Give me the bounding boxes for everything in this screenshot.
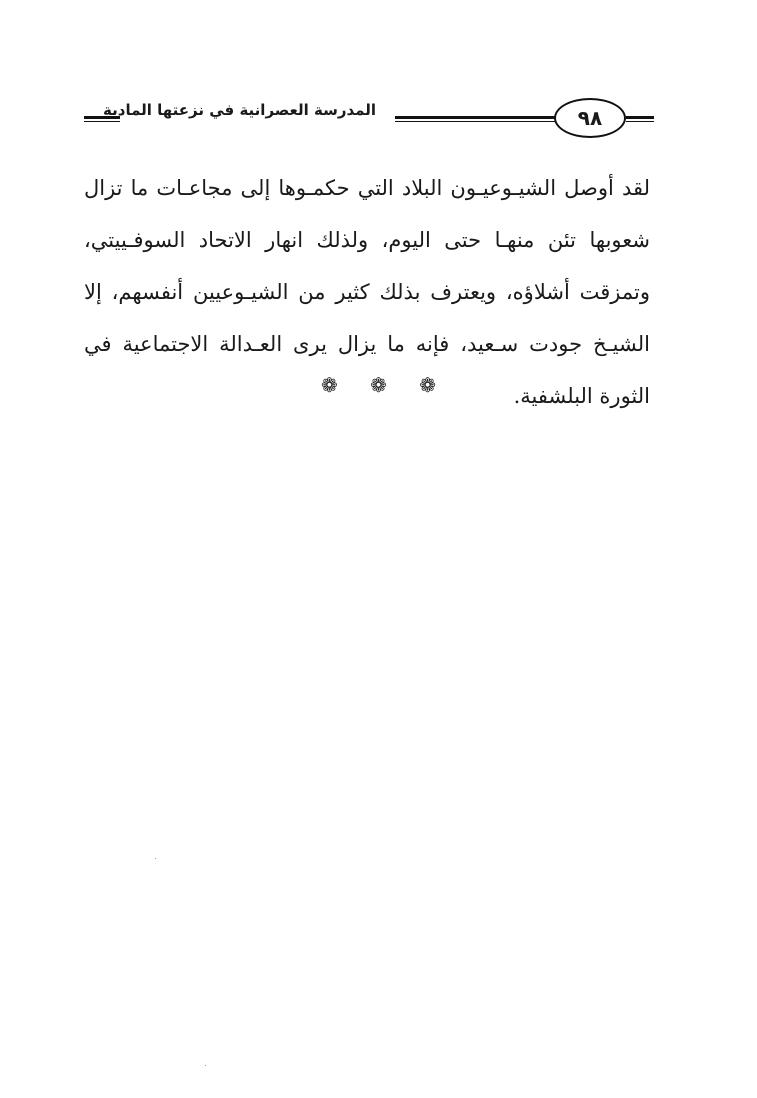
ornament-flower-icon: ❁: [370, 373, 387, 397]
ornament-flower-icon: ❁: [419, 373, 436, 397]
header-rule-right: [626, 116, 654, 119]
body-paragraph: لقد أوصل الشيـوعيـون البلاد التي حكمـوها إلى مجاعـات ما تزال شعوبها تئن منهـا حتى اليوم، ولذلك انهار الاتحاد السوفـييتي، وتمزقت أشلاؤه، ويعترف بذلك كثير من الشيـوعيين أنفسهم، إلا الشيـخ جودت سـعيد، فإنه ما يزال يرى العـدالة الاجتماعية في الثورة البلشفية.: [84, 176, 650, 408]
running-header: [80, 96, 655, 146]
page-number-badge: ٩٨: [554, 98, 626, 138]
scan-speck: [155, 858, 156, 859]
section-ornaments: [0, 370, 757, 400]
scan-speck: [205, 1065, 206, 1066]
ornament-flower-icon: ❁: [320, 373, 338, 397]
header-title: المدرسة العصرانية في نزعتها المادية: [103, 101, 376, 119]
header-rule-middle: [395, 116, 555, 119]
